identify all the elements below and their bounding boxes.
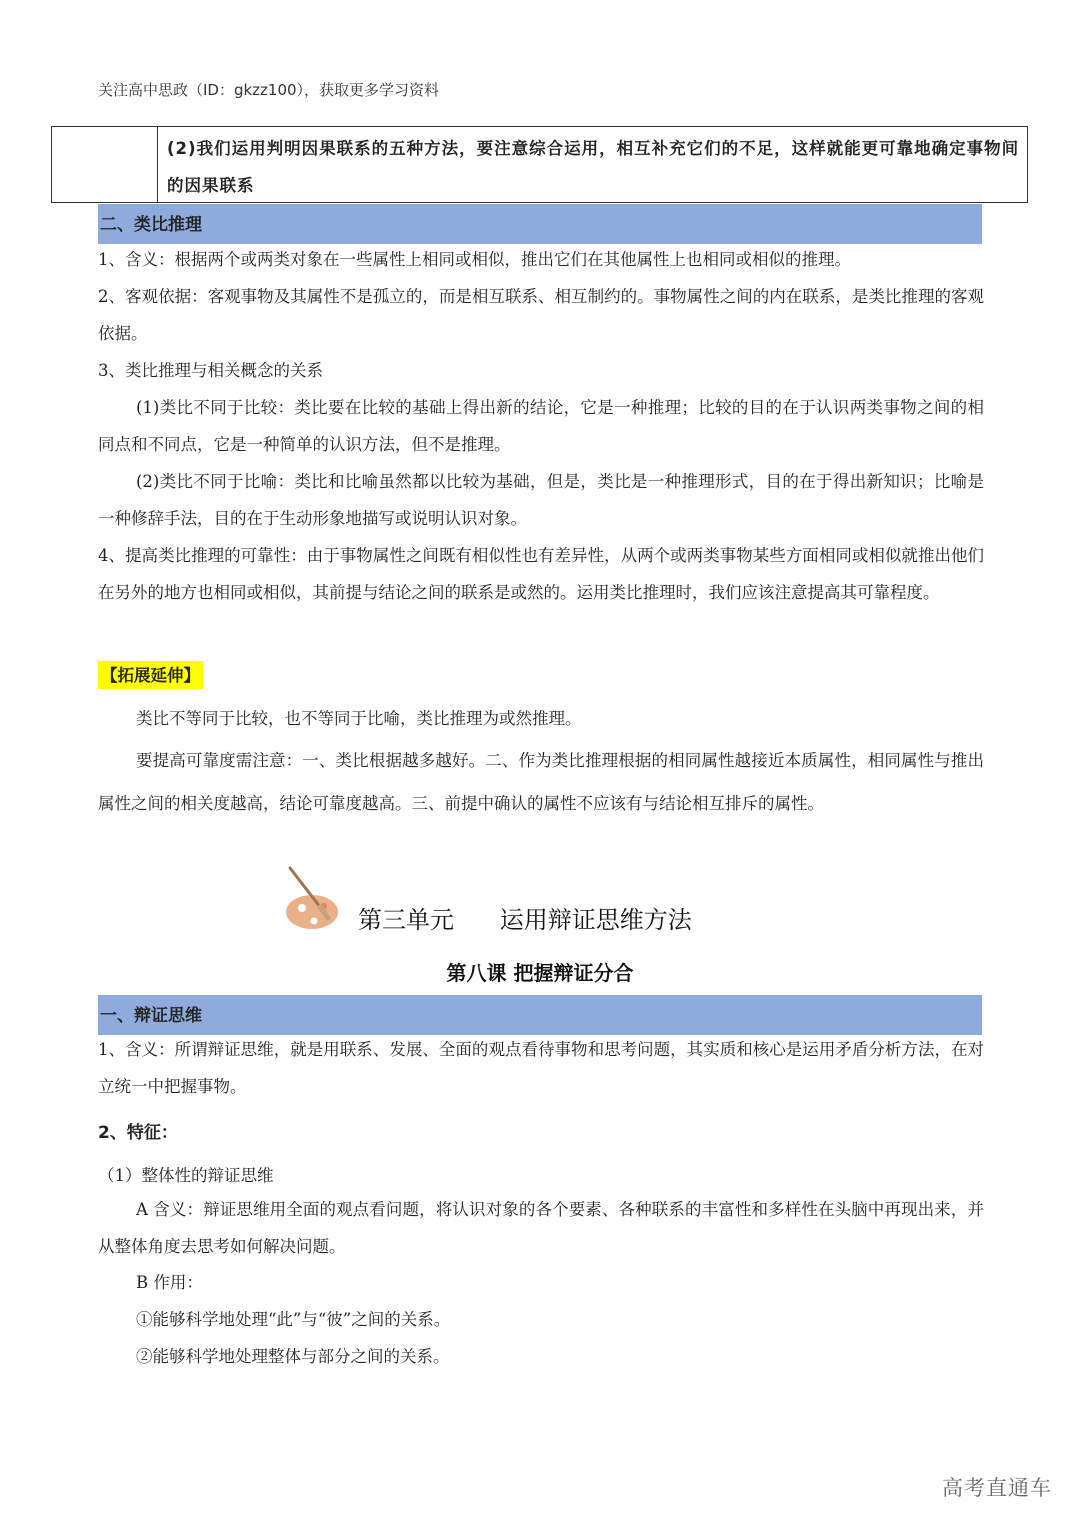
- analogy-paragraph-4: 4、提高类比推理的可靠性：由于事物属性之间既有相似性也有差异性，从两个或两类事物某些方面相同或相似就推出他们在另外的地方也相同或相似，其前提与结论之间的联系是或然的。运用类比推理时，我们应该注意提高其可靠程度。: [98, 546, 984, 602]
- section-heading-dialectic: 一、辩证思维: [98, 995, 982, 1035]
- unit-title: 第三单元 运用辩证思维方法: [358, 906, 692, 934]
- analogy-paragraph-3a: (1)类比不同于比较：类比要在比较的基础上得出新的结论，它是一种推理；比较的目的在于认识两类事物之间的相同点和不同点，它是一种简单的认识方法，但不是推理。: [98, 398, 984, 454]
- extension-paragraph-2: 要提高可靠度需注意：一、类比根据越多越好。二、作为类比推理根据的相同属性越接近本质属性，相同属性与推出属性之间的相关度越高，结论可靠度越高。三、前提中确认的属性不应该有与结论相互排斥的属性。: [98, 751, 984, 813]
- table-label-cell: [52, 127, 158, 202]
- analogy-paragraph-2: 2、客观依据：客观事物及其属性不是孤立的，而是相互联系、相互制约的。事物属性之间的内在联系，是类比推理的客观依据。: [98, 287, 984, 343]
- extension-paragraph-1: 类比不等同于比较，也不等同于比喻，类比推理为或然推理。: [136, 709, 582, 728]
- dialectic-paragraph-1: 1、含义：所谓辩证思维，就是用联系、发展、全面的观点看待事物和思考问题，其实质和核心是运用矛盾分析方法，在对立统一中把握事物。: [98, 1040, 984, 1096]
- feature-1-meaning: A 含义：辩证思维用全面的观点看问题，将认识对象的各个要素、各种联系的丰富性和多样性在头脑中再现出来，并从整体角度去思考如何解决问题。: [98, 1200, 984, 1256]
- section-heading-analogy: 二、类比推理: [98, 204, 982, 244]
- analogy-paragraph-3: 3、类比推理与相关概念的关系: [98, 361, 323, 380]
- feature-1-title: （1）整体性的辩证思维: [98, 1166, 274, 1185]
- features-heading: 2、特征：: [98, 1123, 178, 1143]
- extension-tag: 【拓展延伸】: [98, 661, 203, 689]
- table-content-cell: (2)我们运用判明因果联系的五种方法，要注意综合运用，相互补充它们的不足，这样就能更可靠地确定事物间的因果联系: [167, 139, 1020, 195]
- feature-1-role-item-2: ②能够科学地处理整体与部分之间的关系。: [136, 1347, 450, 1366]
- top-table: [51, 126, 1028, 203]
- feature-1-role-item-1: ①能够科学地处理“此”与“彼”之间的关系。: [136, 1310, 451, 1329]
- lesson-title: 第八课 把握辩证分合: [446, 961, 634, 985]
- header-note: 关注高中思政（ID：gkzz100），获取更多学习资料: [98, 81, 440, 99]
- analogy-paragraph-3b: (2)类比不同于比喻：类比和比喻虽然都以比较为基础，但是，类比是一种推理形式，目的在于得出新知识；比喻是一种修辞手法，目的在于生动形象地描写或说明认识对象。: [98, 472, 984, 528]
- feature-1-role: B 作用：: [136, 1273, 203, 1292]
- palette-icon: [284, 866, 344, 932]
- watermark: 高考直通车: [942, 1476, 1052, 1500]
- analogy-paragraph-1: 1、含义：根据两个或两类对象在一些属性上相同或相似，推出它们在其他属性上也相同或相似的推理。: [98, 250, 851, 269]
